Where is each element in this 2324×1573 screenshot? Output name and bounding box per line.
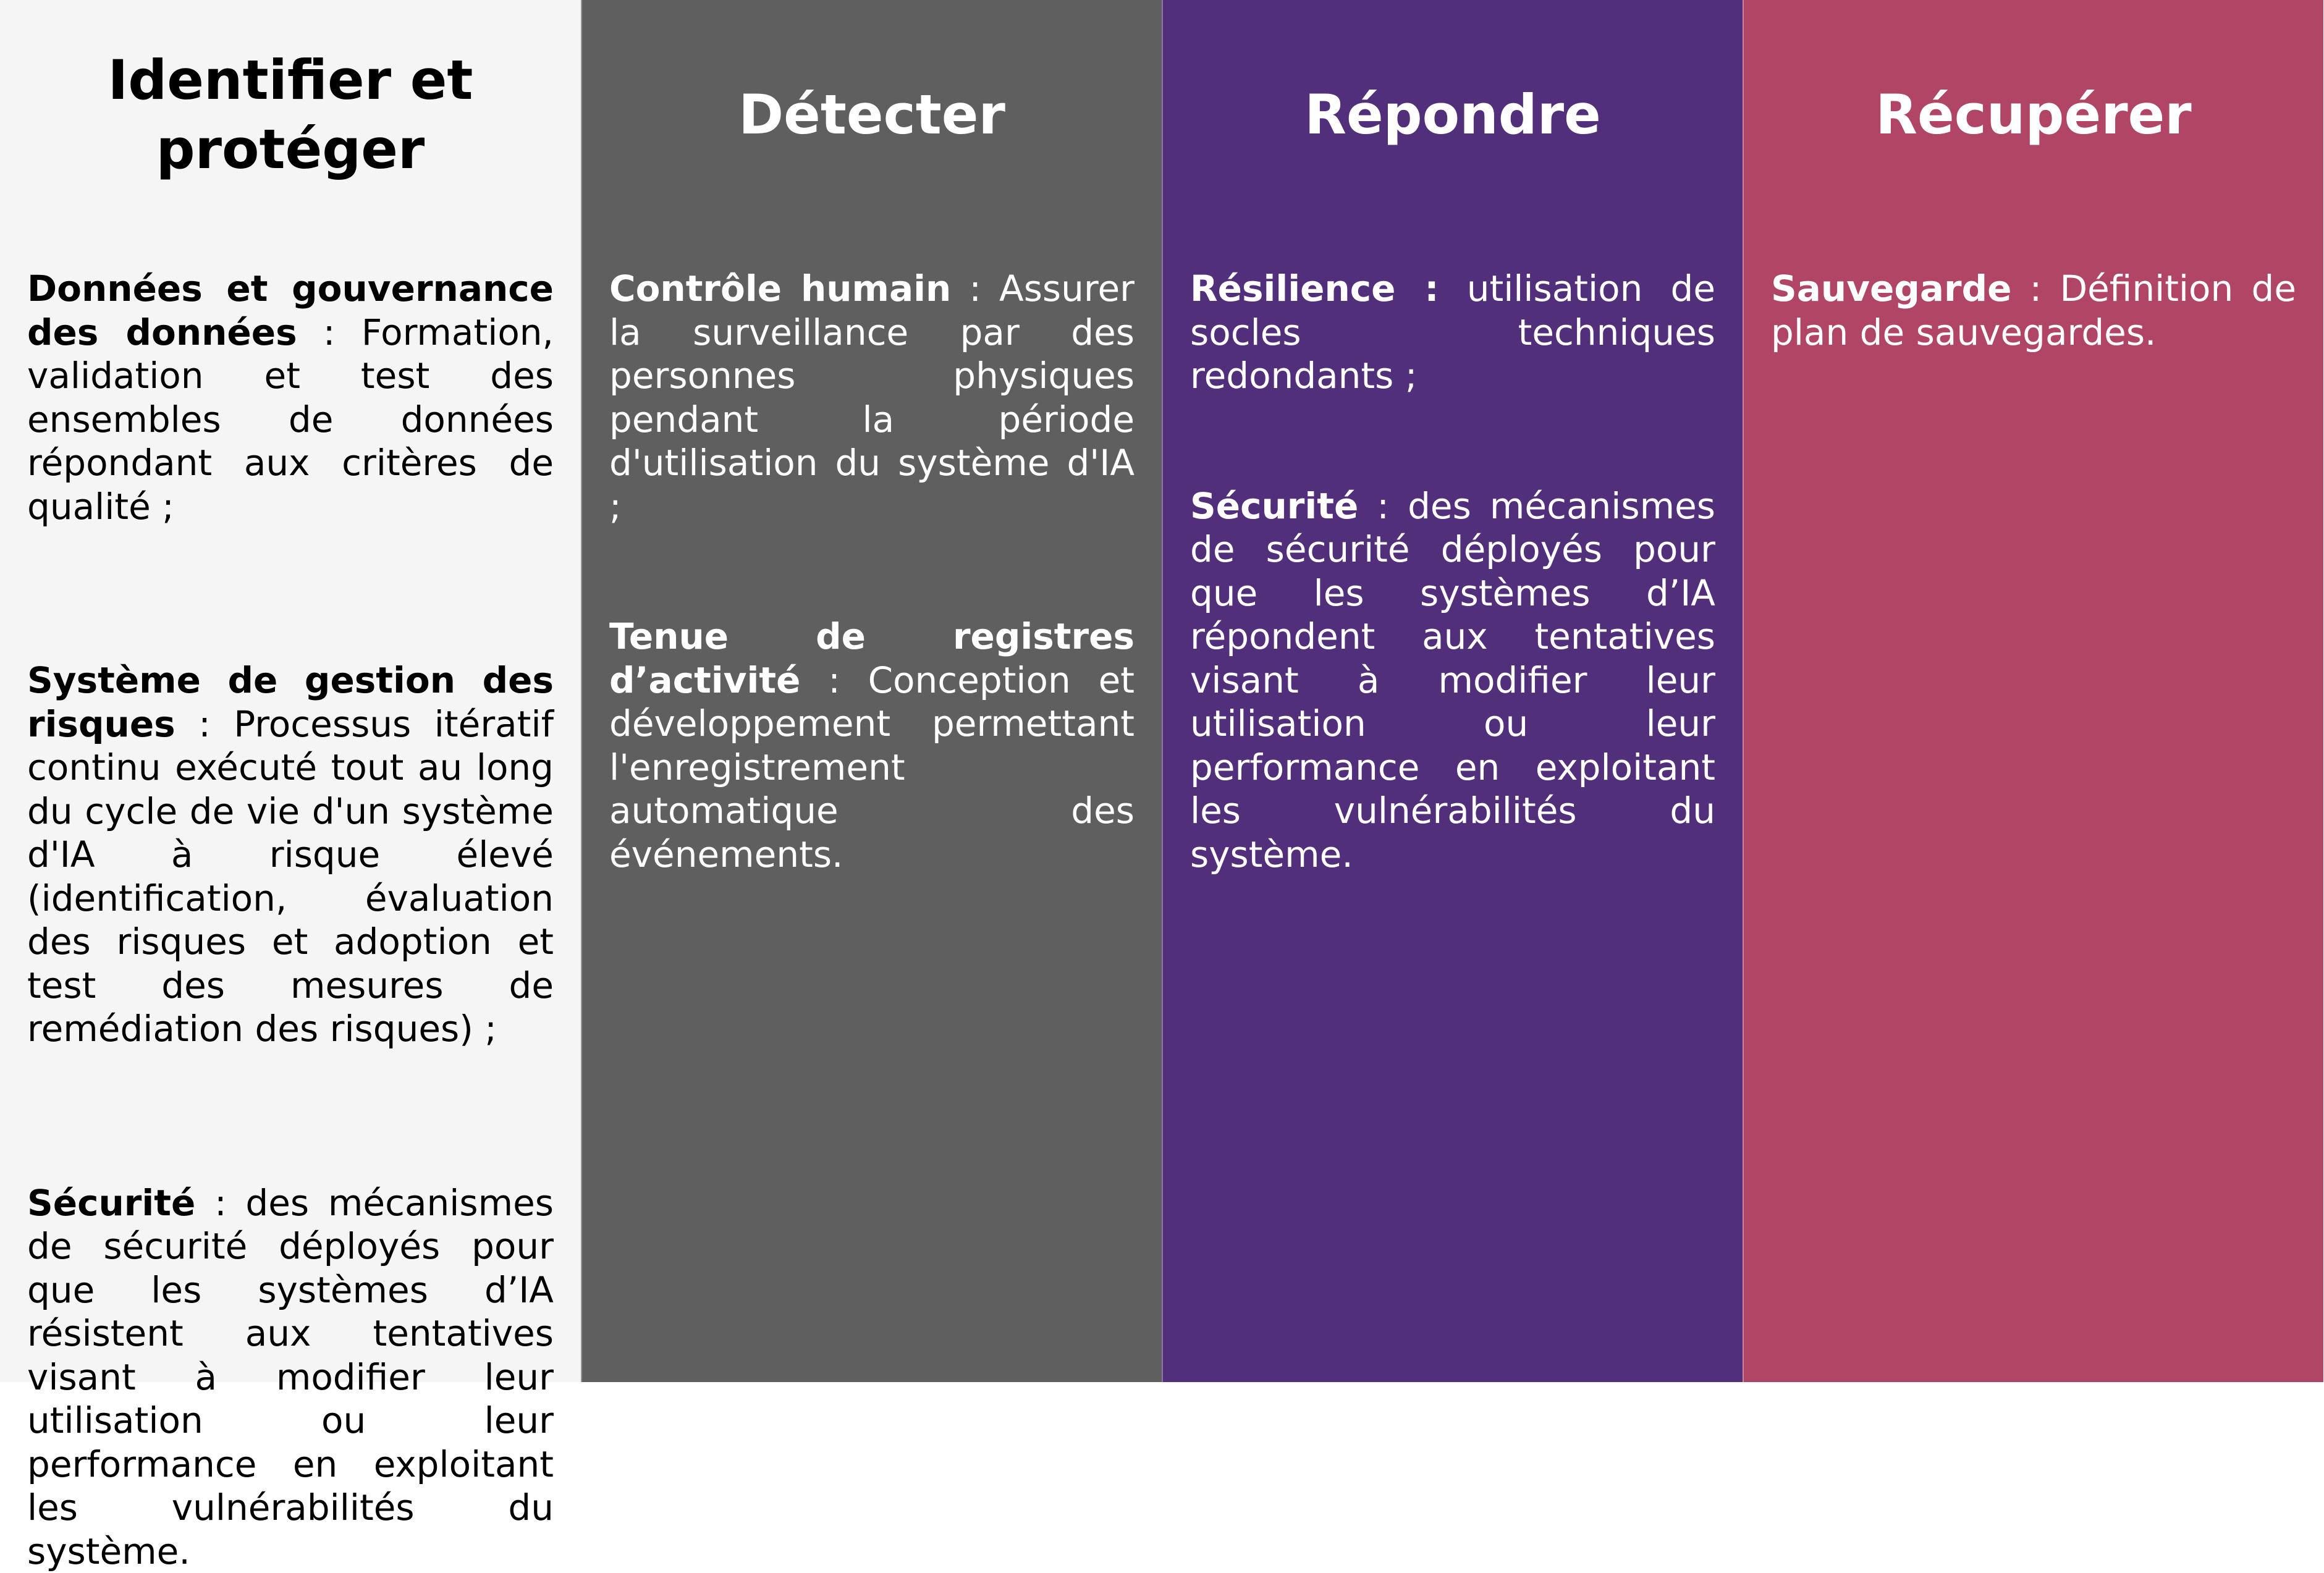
- item-separator: :: [1358, 485, 1408, 527]
- item-term: Sécurité: [1190, 485, 1358, 527]
- column-recover: [1743, 0, 2323, 1382]
- item-term: Système de gestion des risques: [27, 659, 554, 745]
- item-risk-management: [27, 659, 554, 1051]
- item-human-oversight: [609, 267, 1135, 528]
- item-term: Sécurité: [27, 1182, 195, 1224]
- item-separator: :: [175, 703, 234, 745]
- item-backup: [1771, 267, 2296, 354]
- column-body: [1190, 267, 1715, 876]
- item-data-governance: [27, 267, 554, 528]
- column-detect: [581, 0, 1162, 1382]
- item-term: Contrôle humain: [609, 268, 951, 310]
- item-security: [1190, 484, 1715, 877]
- column-title: Détecter: [609, 47, 1135, 183]
- item-separator: :: [951, 268, 999, 310]
- item-text: des mécanismes de sécurité déployés pour que les systèmes d’IA résistent aux tentatives visant à modifier leur utilisation ou leur performance en exploitant les vulnérabilités du système.: [27, 1182, 554, 1572]
- item-term: Sauvegarde: [1771, 268, 2011, 310]
- item-text: Processus itératif continu exécuté tout au long du cycle de vie d'un système d'IA à risque élevé (identification, évaluation des risques et adoption et test des mesures de remédiation des risques) ;: [27, 703, 554, 1050]
- column-title: Récupérer: [1771, 47, 2296, 183]
- item-record-keeping: [609, 615, 1135, 876]
- item-resilience: [1190, 267, 1715, 398]
- column-body: [27, 267, 554, 1573]
- item-text: utilisation de socles techniques redondants ;: [1190, 268, 1715, 397]
- item-term: Données et gouvernance des données: [27, 268, 554, 353]
- item-text: Définition de plan de sauvegardes.: [1771, 268, 2296, 353]
- column-respond: [1162, 0, 1743, 1382]
- item-separator: :: [195, 1182, 245, 1224]
- item-security: [27, 1181, 554, 1573]
- column-body: [609, 267, 1135, 876]
- item-term: Tenue de registres d’activité: [609, 615, 1135, 701]
- item-separator: :: [297, 311, 361, 353]
- column-body: [1771, 267, 2296, 354]
- item-text: Formation, validation et test des ensembles de données répondant aux critères de qualité ;: [27, 311, 554, 528]
- item-text: des mécanismes de sécurité déployés pour que les systèmes d’IA répondent aux tentatives visant à modifier leur utilisation ou leur performance en exploitant les vulnérabilités du système.: [1190, 485, 1715, 875]
- column-title: Identifier et protéger: [27, 47, 554, 183]
- item-term: Résilience :: [1190, 268, 1439, 310]
- item-text: Assurer la surveillance par des personnes physiques pendant la période d'utilisation du système d'IA ;: [609, 268, 1135, 528]
- column-title: Répondre: [1190, 47, 1715, 183]
- item-separator: :: [800, 659, 868, 701]
- item-separator: [1439, 268, 1467, 310]
- item-text: Conception et développement permettant l'enregistrement automatique des événements.: [609, 659, 1135, 875]
- column-identify-protect: [0, 0, 581, 1382]
- item-separator: :: [2011, 268, 2060, 310]
